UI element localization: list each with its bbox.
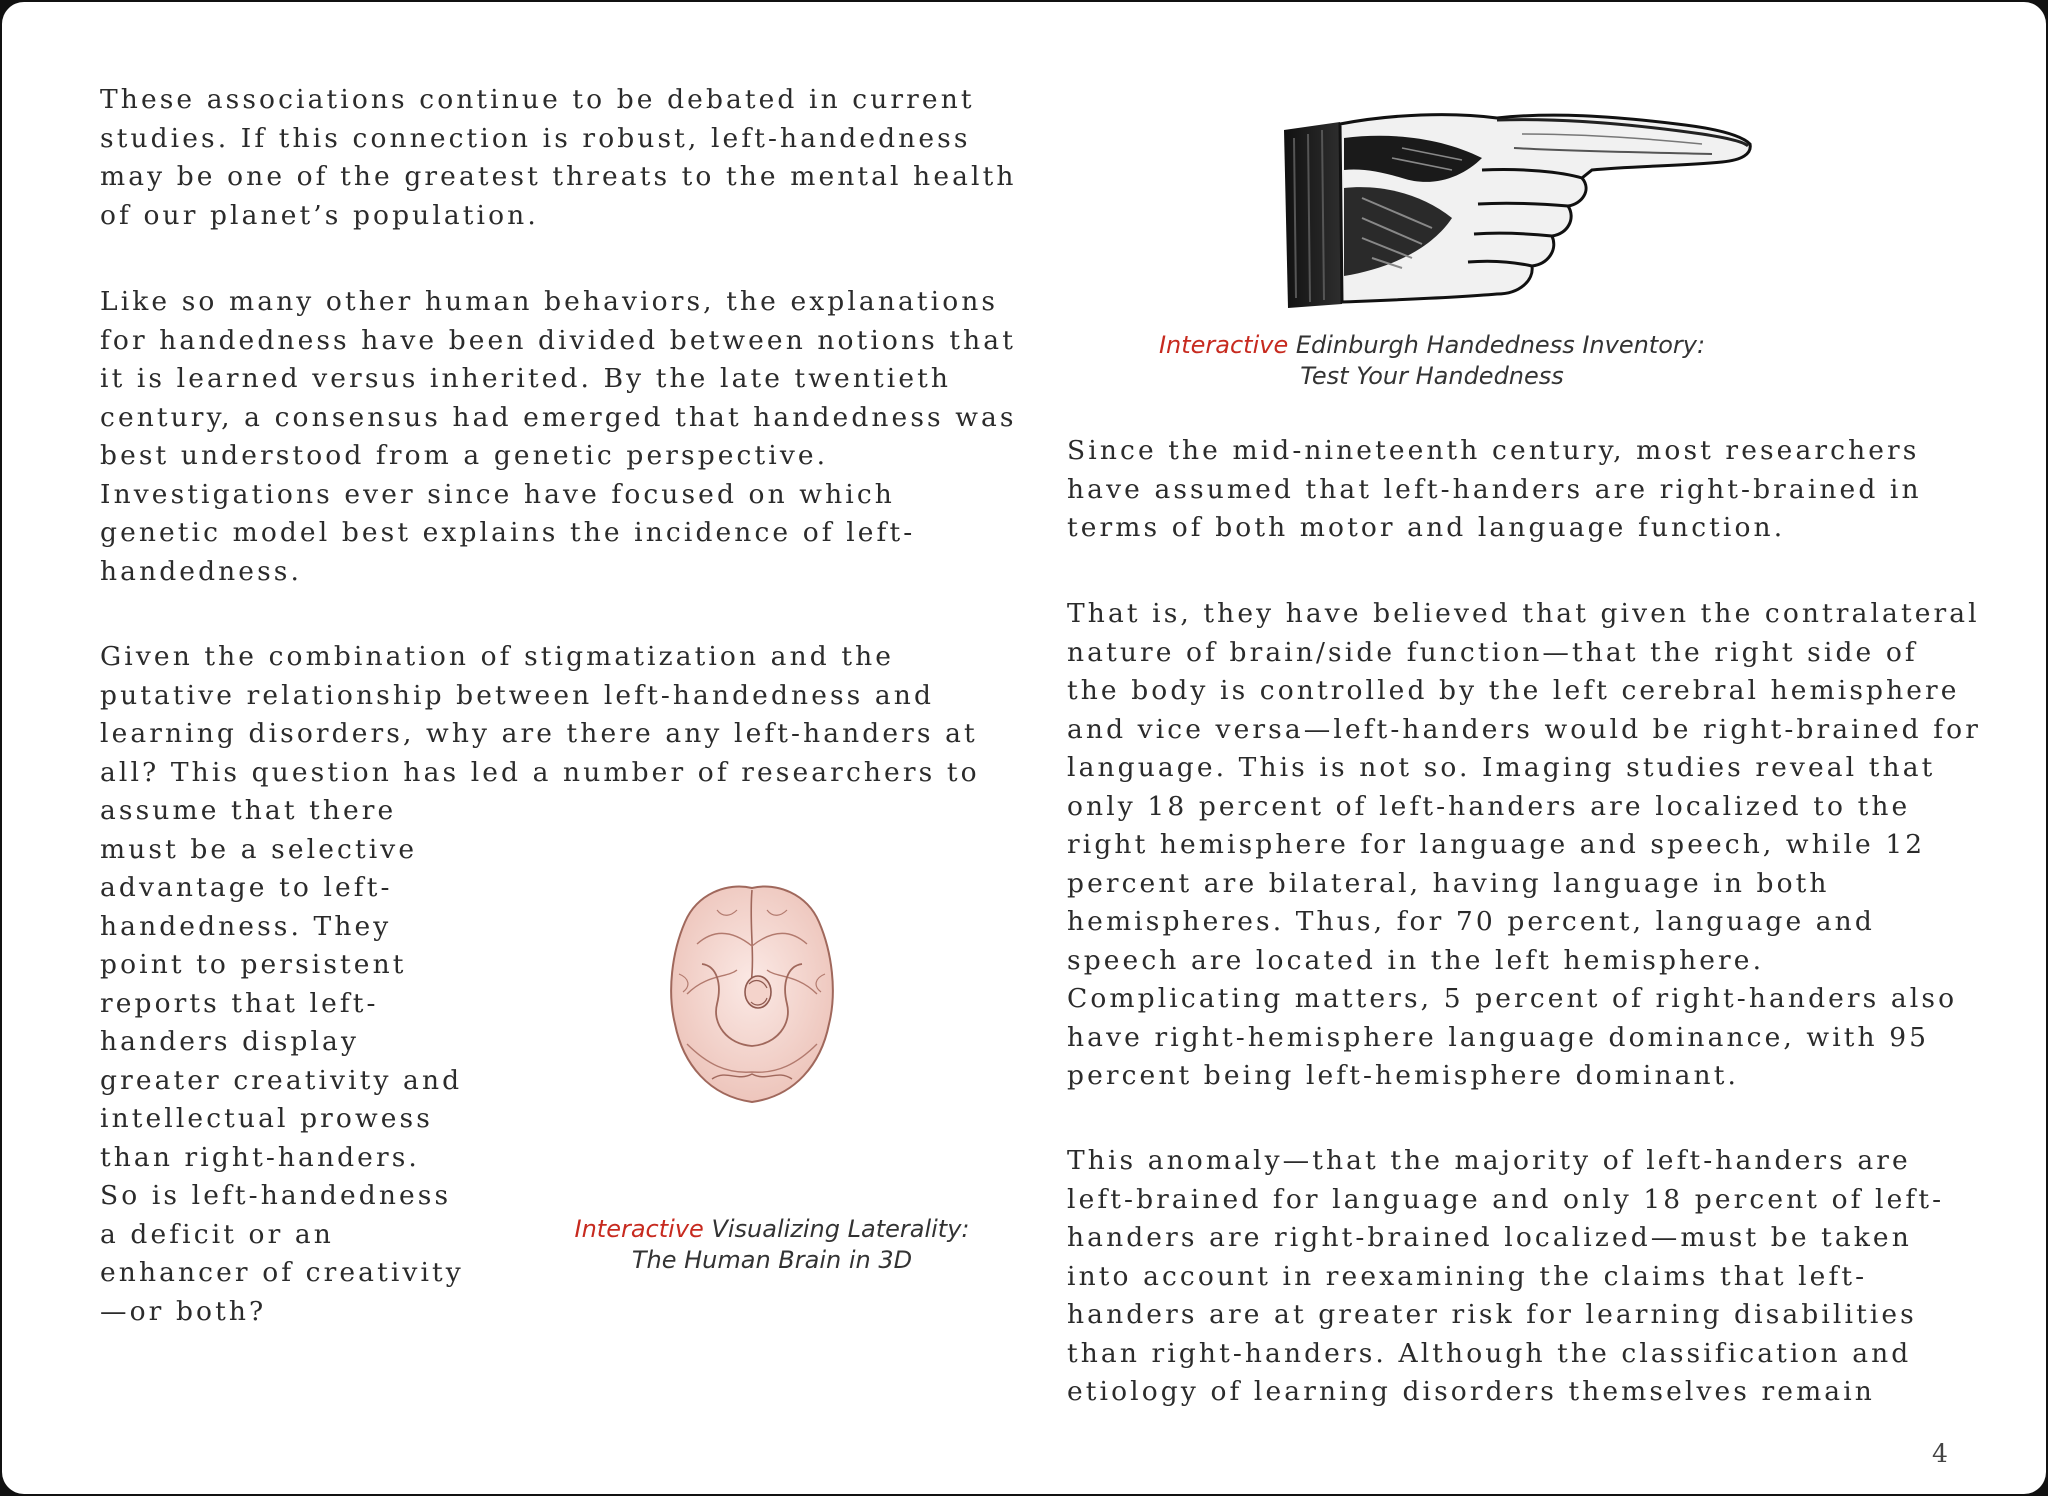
hand-widget-accent-label: Interactive — [1158, 331, 1289, 359]
hand-widget-title-line2: Test Your Handedness — [1300, 362, 1564, 390]
brain-3d-widget[interactable] — [657, 874, 847, 1114]
right-paragraph-3: This anomaly—that the majority of left-handers are left-brained for language and only 18 percent of left- handers are right-brained localized—must be taken into account in reexamining the claims that left- handers are at greater risk for learning disabilities than right-handers. Although the classification and etiology of learning disorders themselves remain — [1067, 1145, 1945, 1407]
brain-widget-accent-label: Interactive — [574, 1215, 704, 1243]
brain-widget-title-line1: Visualizing Laterality: — [711, 1215, 970, 1243]
book-page — [2, 2, 2046, 1494]
pointing-hand-icon — [1282, 108, 1754, 308]
hand-widget-caption[interactable] — [1122, 330, 1742, 392]
brain-widget-caption[interactable] — [562, 1214, 982, 1276]
hand-widget-title-line1: Edinburgh Handedness Inventory: — [1295, 331, 1706, 359]
brain-widget-title-line2: The Human Brain in 3D — [631, 1246, 913, 1274]
page-number: 4 — [1932, 1439, 1948, 1468]
left-paragraph-3-top: Given the combination of stigmatization and the putative relationship between left-handedness and learning disorders, why are there any left-handers at all? This question has led a number of researchers to — [100, 641, 980, 788]
right-paragraph-2: That is, they have believed that given the contralateral nature of brain/side function—that the right side of the body is controlled by the left cerebral hemisphere and vice versa—left-handers would be right-brained for language. This is not so. Imaging studies reveal that only 18 percent of left-handers are localized to the right hemisphere for language and speech, while 12 percent are bilateral, having language in both hemispheres. Thus, for 70 percent, language and speech are located in the left hemisphere. Complicating matters, 5 percent of right-handers also have right-hemisphere language dominance, with 95 percent being left-hemisphere dominant. — [1067, 598, 1981, 1091]
brain-3d-icon — [657, 874, 847, 1114]
left-paragraph-3-wrap: assume that there must be a selective advantage to left- handedness. They point to persistent reports that left- handers display greater creativity and intellectual prowess than right-handers. So is left-handedness a deficit or an enhancer of creativity —or both? — [100, 795, 464, 1327]
left-paragraph-1: These associations continue to be debated in current studies. If this connection is robust, left-handedness may be one of the greatest threats to the mental health of our planet’s population. — [100, 84, 1017, 231]
hand-widget[interactable] — [1282, 108, 1754, 308]
right-paragraph-1: Since the mid-nineteenth century, most researchers have assumed that left-handers are right-brained in terms of both motor and language function. — [1067, 435, 1922, 543]
left-paragraph-2: Like so many other human behaviors, the explanations for handedness have been divided between notions that it is learned versus inherited. By the late twentieth century, a consensus had emerged that handedness was best understood from a genetic perspective. Investigations ever since have focused on which genetic model best explains the incidence of left- handedness. — [100, 286, 1017, 587]
